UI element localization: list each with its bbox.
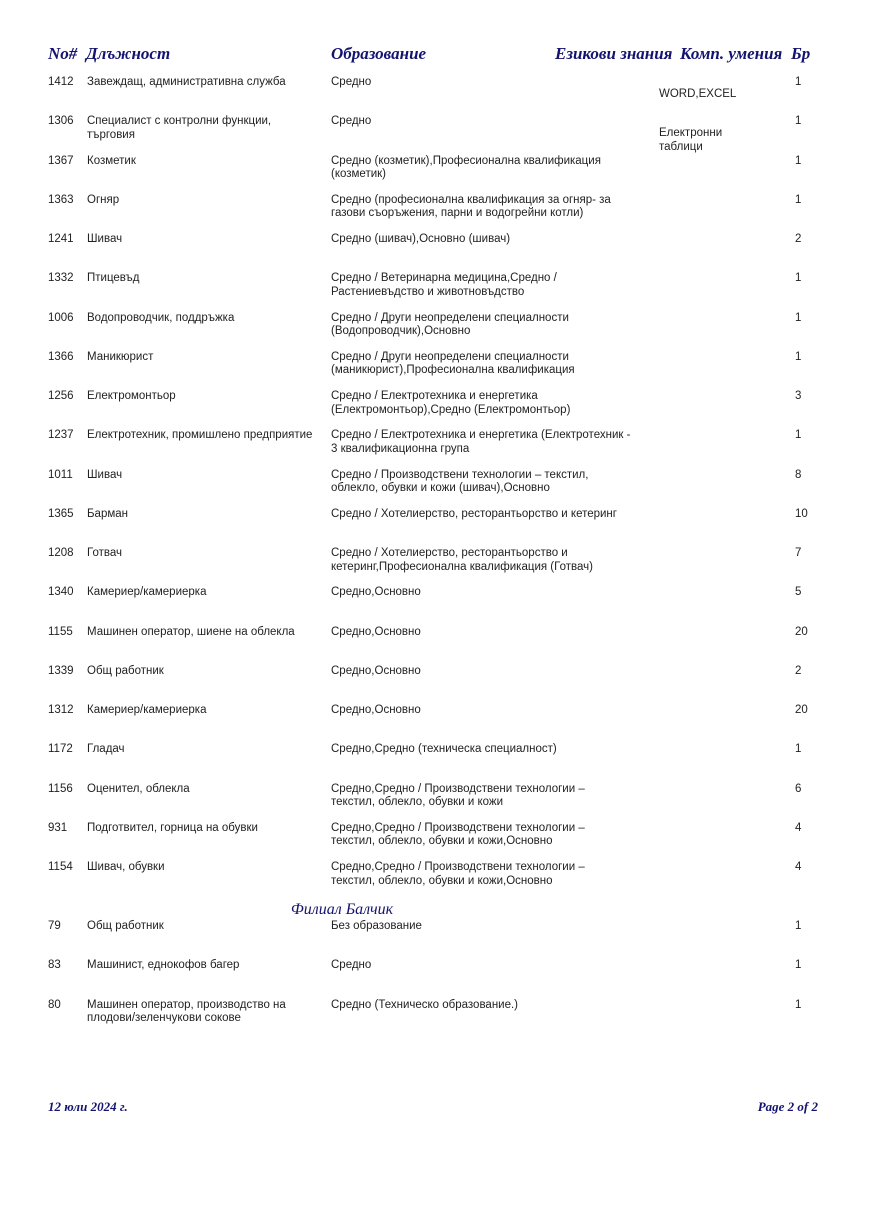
- row-number: 1154: [48, 861, 73, 873]
- row-number: 1363: [48, 193, 74, 206]
- row-count: 4: [795, 861, 802, 873]
- footer-date: 12 юли 2024 г.: [48, 1099, 128, 1114]
- row-count: 20: [795, 625, 808, 638]
- row-position: Машинист, еднокофов багер: [87, 959, 240, 972]
- row-education: Средно,Средно (техническа специалност): [331, 743, 557, 756]
- job-list: [0, 76, 870, 900]
- row-position: Машинен оператор, шиене на облекла: [87, 625, 295, 638]
- row-count: 1: [795, 311, 802, 324]
- row-count: 1: [795, 272, 802, 285]
- row-count: 1: [795, 193, 802, 206]
- table-row: [0, 665, 870, 704]
- row-education: Средно / Електротехника и енергетика (Електротехник - 3 квалификационна група: [331, 429, 631, 455]
- row-education: Средно: [331, 959, 372, 972]
- row-position: Шивач: [87, 233, 123, 245]
- row-number: 1208: [48, 547, 74, 559]
- row-count: 4: [795, 821, 802, 834]
- row-number: 1312: [48, 704, 74, 716]
- table-row: [0, 959, 870, 998]
- row-computer-skills: WORD,EXCEL: [659, 88, 737, 100]
- row-education: Средно (козметик),Професионална квалификация (козметик): [331, 154, 601, 180]
- row-education: Средно / Електротехника и енергетика (Електромонтьор),Средно (Електромонтьор): [331, 390, 571, 416]
- row-count: 3: [795, 390, 802, 402]
- row-number: 1306: [48, 115, 74, 128]
- row-number: 1155: [48, 625, 73, 638]
- row-position: Общ работник: [87, 920, 164, 932]
- row-education: Средно,Основно: [331, 586, 421, 599]
- table-row: [0, 547, 870, 586]
- row-education: Средно / Производствени технологии – текстил, облекло, обувки и кожи (шивач),Основно: [331, 468, 589, 494]
- header-education: Образование: [331, 44, 427, 63]
- row-education: Средно,Средно / Производствени технологии – текстил, облекло, обувки и кожи,Основно: [331, 821, 585, 848]
- row-number: 1412: [48, 76, 74, 88]
- row-education: Средно / Други неопределени специалности (маникюрист),Професионална квалификация: [331, 350, 575, 377]
- header-position: Длъжност: [86, 44, 171, 63]
- row-position: Огняр: [87, 193, 120, 206]
- row-number: 1256: [48, 390, 74, 402]
- row-number: 1241: [48, 233, 74, 245]
- row-count: 1: [795, 998, 802, 1011]
- row-education: Средно,Средно / Производствени технологии – текстил, облекло, обувки и кожи: [331, 782, 585, 808]
- row-position: Шивач: [87, 468, 123, 481]
- footer-page-number: Page 2 of 2: [757, 1099, 818, 1114]
- table-row: [0, 704, 870, 743]
- row-education: Средно / Други неопределени специалности (Водопроводчик),Основно: [331, 311, 569, 337]
- row-number: 83: [48, 959, 61, 972]
- row-education: Средно,Основно: [331, 704, 421, 716]
- row-number: 1237: [48, 429, 74, 442]
- table-row: [0, 272, 870, 311]
- table-row: [0, 822, 870, 861]
- row-education: Средно (Техническо образование.): [331, 998, 519, 1011]
- row-computer-skills: Електронни таблици: [659, 127, 723, 153]
- row-position: Шивач, обувки: [87, 861, 165, 873]
- row-count: 6: [795, 782, 802, 795]
- row-education: Средно (професионална квалификация за огняр- за газови съоръжения, парни и водогрейни котли): [331, 193, 611, 220]
- section-title: Филиал Балчик: [290, 901, 394, 918]
- table-row: [0, 194, 870, 233]
- row-count: 1: [795, 959, 802, 972]
- table-row: [0, 429, 870, 468]
- table-row: [0, 586, 870, 625]
- row-number: 1332: [48, 272, 74, 285]
- row-count: 10: [795, 507, 808, 520]
- row-position: Барман: [87, 507, 128, 520]
- row-count: 1: [795, 154, 802, 167]
- row-education: Средно / Ветеринарна медицина,Средно / Растениевъдство и животновъдство: [331, 272, 557, 298]
- row-number: 1006: [48, 311, 74, 324]
- row-count: 5: [795, 586, 802, 599]
- row-count: 2: [795, 664, 802, 677]
- row-position: Камериер/камериерка: [87, 704, 207, 716]
- row-education: Средно,Основно: [331, 625, 421, 638]
- row-education: Средно (шивач),Основно (шивач): [331, 233, 511, 245]
- table-row: [0, 390, 870, 429]
- header-count: Бр: [791, 44, 811, 63]
- row-count: 7: [795, 547, 802, 559]
- table-row: [0, 861, 870, 900]
- row-number: 1172: [48, 743, 73, 756]
- row-position: Маникюрист: [87, 350, 154, 363]
- row-number: 1365: [48, 507, 74, 520]
- row-position: Завеждащ, административна служба: [87, 76, 286, 88]
- table-row: [0, 233, 870, 272]
- row-count: 1: [795, 76, 802, 88]
- table-row: [0, 155, 870, 194]
- table-row: [0, 351, 870, 390]
- row-count: 20: [795, 704, 808, 716]
- row-position: Електротехник, промишлено предприятие: [87, 429, 313, 442]
- row-education: Средно / Хотелиерство, ресторантьорство и кетеринг,Професионална квалификация (Готвач): [331, 547, 593, 573]
- row-education: Средно,Основно: [331, 664, 421, 677]
- table-row: [0, 312, 870, 351]
- row-education: Средно: [331, 76, 372, 88]
- row-number: 1366: [48, 350, 74, 363]
- table-row: [0, 743, 870, 782]
- row-number: 931: [48, 821, 68, 834]
- table-row: [0, 999, 870, 1038]
- row-position: Общ работник: [87, 664, 164, 677]
- row-number: 1340: [48, 586, 74, 599]
- row-position: Специалист с контролни функции, търговия: [87, 115, 272, 141]
- section-heading: [0, 901, 870, 919]
- row-count: 1: [795, 920, 802, 932]
- row-position: Подготвител, горница на обувки: [87, 821, 258, 834]
- row-count: 2: [795, 233, 802, 245]
- row-education: Без образование: [331, 920, 422, 932]
- row-position: Гладач: [87, 743, 125, 756]
- row-count: 1: [795, 350, 802, 363]
- row-number: 1367: [48, 154, 74, 167]
- row-number: 79: [48, 920, 61, 932]
- table-row: [0, 115, 870, 154]
- row-education: Средно / Хотелиерство, ресторантьорство и кетеринг: [331, 507, 617, 520]
- row-position: Птицевъд: [87, 272, 140, 285]
- row-position: Машинен оператор, производство на плодови/зеленчукови сокове: [87, 998, 286, 1024]
- table-row: [0, 76, 870, 115]
- table-row: [0, 783, 870, 822]
- row-number: 1339: [48, 664, 74, 677]
- row-count: 1: [795, 115, 802, 128]
- row-education: Средно: [331, 115, 372, 128]
- row-position: Готвач: [87, 547, 122, 559]
- row-position: Козметик: [87, 154, 136, 167]
- table-row: [0, 508, 870, 547]
- row-number: 80: [48, 998, 61, 1011]
- row-position: Електромонтьор: [87, 390, 176, 402]
- row-position: Водопроводчик, поддръжка: [87, 311, 235, 324]
- table-row: [0, 469, 870, 508]
- row-position: Оценител, облекла: [87, 782, 190, 795]
- header-computer: Комп. умения: [680, 44, 783, 63]
- section-job-list: [0, 920, 870, 1038]
- row-count: 1: [795, 743, 802, 756]
- header-languages: Езикови знания: [555, 44, 673, 63]
- row-count: 1: [795, 429, 802, 442]
- row-education: Средно,Средно / Производствени технологии – текстил, облекло, обувки и кожи,Основно: [331, 861, 585, 887]
- row-number: 1156: [48, 782, 73, 795]
- row-position: Камериер/камериерка: [87, 586, 207, 599]
- header-no: No#: [48, 44, 78, 63]
- row-number: 1011: [48, 468, 73, 481]
- table-row: [0, 626, 870, 665]
- row-count: 8: [795, 468, 802, 481]
- table-row: [0, 920, 870, 959]
